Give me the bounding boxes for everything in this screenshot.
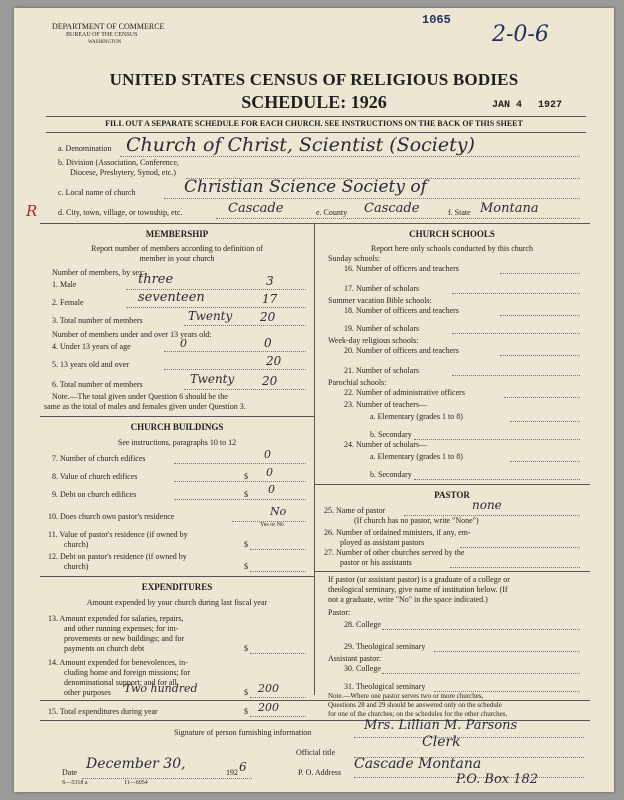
q27-label-2: pastor or his assistants <box>340 558 412 567</box>
city-name: WASHINGTON <box>88 40 122 45</box>
address-value-2: P.O. Box 182 <box>456 772 539 787</box>
department-name: DEPARTMENT OF COMMERCE <box>52 22 165 31</box>
graduate-note-3: not a graduate, write "No" in the space indicated.) <box>328 595 488 604</box>
date-year-prefix: 192 <box>226 768 238 777</box>
q13-line-1: 13. Amount expended for salaries, repairs, <box>48 614 184 623</box>
handwritten-code: 2-0-6 <box>492 22 549 47</box>
pastor-note-1: Note.—Where one pastor serves two or more churches, <box>328 692 484 700</box>
schools-sub: Report here only schools conducted by this church <box>371 244 533 253</box>
q23-label: 23. Number of teachers— <box>344 400 428 409</box>
form-number: S—5318 a <box>62 780 88 786</box>
q25-value: none <box>472 498 502 512</box>
stamp-number: 1065 <box>422 13 451 27</box>
local-name-value: Christian Science Society of <box>184 177 427 197</box>
q27-label-1: 27. Number of other churches served by the <box>324 548 465 557</box>
edifices-value-dollar: $ <box>244 472 248 481</box>
county-label: e. County <box>316 208 348 217</box>
q18-label: 18. Number of officers and teachers <box>344 306 459 315</box>
q29-label: 29. Theological seminary <box>344 642 426 651</box>
pastor-note-3: for one of the churches; on the schedules for the other churches, <box>328 710 508 718</box>
age-heading: Number of members under and over 13 years old: <box>52 330 212 339</box>
q14-line-3: denominational support; and for all <box>64 678 177 687</box>
address-label: P. O. Address <box>298 768 342 777</box>
city-value: Cascade <box>228 201 284 216</box>
denomination-value: Church of Christ, Scientist (Society) <box>126 134 475 156</box>
q24b-label: b. Secondary <box>370 470 412 479</box>
pastor-sub-label: Pastor: <box>328 608 351 617</box>
edifices-value-label: 8. Value of church edifices <box>52 472 138 481</box>
total-members-value: 20 <box>260 310 276 324</box>
male-words: three <box>138 272 174 287</box>
graduate-note-1: If pastor (or assistant pastor) is a graduate of a college or <box>328 575 510 584</box>
q13-line-4: payments on church debt <box>64 644 145 653</box>
edifices-debt-dollar: $ <box>244 490 248 499</box>
under-13-label: 4. Under 13 years of age <box>52 342 131 351</box>
q14-dollar: $ <box>244 688 248 697</box>
q13-dollar: $ <box>244 644 248 653</box>
membership-intro-1: Report number of members according to definition of <box>91 244 263 253</box>
female-words: seventeen <box>138 290 205 305</box>
q28-label: 28. College <box>344 620 381 629</box>
q12-dollar: $ <box>244 562 248 571</box>
date-year-digit: 6 <box>239 760 247 774</box>
q26-label-1: 26. Number of ordained ministers, if any, em- <box>324 528 471 537</box>
membership-note-1: Note.—The total given under Question 6 should be the <box>52 392 228 401</box>
membership-note-2: same as the total of males and females given under Question 3. <box>44 402 246 411</box>
q20-label: 20. Number of officers and teachers <box>344 346 459 355</box>
q12-label-1: 12. Debt on pastor's residence (if owned by <box>48 552 187 561</box>
date-value: December 30, <box>86 756 186 772</box>
schools-heading: CHURCH SCHOOLS <box>409 229 495 239</box>
form-title: UNITED STATES CENSUS OF RELIGIOUS BODIES <box>109 70 519 89</box>
parochial-schools-label: Parochial schools: <box>328 378 387 387</box>
denomination-label: a. Denomination <box>58 144 112 153</box>
census-form-sheet <box>14 8 614 792</box>
official-title-label: Official title <box>296 748 336 757</box>
received-year-stamp: 1927 <box>538 100 563 111</box>
buildings-sub: See instructions, paragraphs 10 to 12 <box>117 438 237 447</box>
q13-line-3: provements or new buildings; and for <box>64 634 185 643</box>
q14-line-2: cluding home and foreign missions; for <box>64 668 190 677</box>
q22-label: 22. Number of administrative officers <box>344 388 465 397</box>
q23b-label: b. Secondary <box>370 430 412 439</box>
q13-line-2: and other running expenses; for im- <box>64 624 179 633</box>
instruction-line: FILL OUT A SEPARATE SCHEDULE FOR EACH CHURCH. SEE INSTRUCTIONS ON THE BACK OF THIS SHEET <box>105 119 523 128</box>
q17-label: 17. Number of scholars <box>344 284 420 293</box>
print-code: 11—6054 <box>124 780 148 786</box>
bureau-name: BUREAU OF THE CENSUS <box>66 32 138 38</box>
official-title-value: Clerk <box>422 734 461 750</box>
expenditures-sub: Amount expended by your church during last fiscal year <box>86 598 268 607</box>
county-value: Cascade <box>364 201 420 216</box>
membership-intro-2: member in your church <box>139 254 215 263</box>
q15-dollar: $ <box>244 707 248 716</box>
q21-label: 21. Number of scholars <box>344 366 420 375</box>
edifices-count-label: 7. Number of church edifices <box>52 454 146 463</box>
summer-schools-label: Summer vacation Bible schools: <box>328 296 432 305</box>
q31-label: 31. Theological seminary <box>344 682 426 691</box>
date-label: Date <box>62 768 78 777</box>
q11-label-2: church) <box>64 540 89 549</box>
q25-label: 25. Name of pastor <box>324 506 386 515</box>
edifices-debt-value: 0 <box>268 483 275 496</box>
q11-label-1: 11. Value of pastor's residence (if owned by <box>48 530 188 539</box>
members-by-sex-label: Number of members, by sex: <box>52 268 146 277</box>
edifices-value-value: 0 <box>266 466 273 479</box>
q24-label: 24. Number of scholars— <box>344 440 428 449</box>
buildings-heading: CHURCH BUILDINGS <box>130 422 224 432</box>
q10-value: No <box>270 505 287 518</box>
total-members-2-words: Twenty <box>190 372 235 386</box>
q23a-label: a. Elementary (grades 1 to 8) <box>370 412 463 421</box>
over-13-value: 20 <box>266 354 282 368</box>
pastor-heading: PASTOR <box>434 490 470 500</box>
division-label-2: Diocese, Presbytery, Synod, etc.) <box>70 168 176 177</box>
q15-label: 15. Total expenditures during year <box>48 707 158 716</box>
schedule-title: SCHEDULE: 1926 <box>241 92 387 112</box>
city-label: d. City, town, village, or township, etc. <box>58 208 183 217</box>
weekday-schools-label: Week-day religious schools: <box>328 336 419 345</box>
state-label: f. State <box>448 208 471 217</box>
over-13-label: 5. 13 years old and over <box>52 360 129 369</box>
red-r-mark: R <box>26 202 38 220</box>
q14-line-4: other purposes <box>64 688 111 697</box>
q15-value: 200 <box>258 701 279 714</box>
sunday-schools-label: Sunday schools: <box>328 254 381 263</box>
q16-label: 16. Number of officers and teachers <box>344 264 459 273</box>
under-13-value: 0 <box>264 336 272 350</box>
division-label-1: b. Division (Association, Conference, <box>58 158 179 167</box>
edifices-count-value: 0 <box>264 448 271 461</box>
q12-label-2: church) <box>64 562 89 571</box>
local-name-label: c. Local name of church <box>58 188 136 197</box>
q10-label: 10. Does church own pastor's residence <box>48 512 175 521</box>
total-members-words: Twenty <box>188 309 233 323</box>
signature-value: Mrs. Lillian M. Parsons <box>364 718 518 733</box>
received-date-stamp: JAN 4 <box>492 100 523 111</box>
state-value: Montana <box>480 201 539 216</box>
address-value: Cascade Montana <box>354 756 482 772</box>
total-members-label: 3. Total number of members <box>52 316 143 325</box>
total-members-2-label: 6. Total number of members <box>52 380 143 389</box>
assistant-pastor-label: Assistant pastor: <box>328 654 382 663</box>
under-13-words: 0 <box>180 337 187 350</box>
q14-line-1: 14. Amount expended for benevolences, in- <box>48 658 188 667</box>
q25-hint: (If church has no pastor, write "None") <box>354 516 479 525</box>
male-value: 3 <box>266 274 274 288</box>
pastor-note-2: Questions 28 and 29 should be answered only on the schedule <box>328 701 502 709</box>
female-label: 2. Female <box>52 298 84 307</box>
q10-hint: Yes or No <box>260 522 285 528</box>
female-value: 17 <box>262 292 278 306</box>
total-members-2-value: 20 <box>262 374 278 388</box>
male-label: 1. Male <box>52 280 77 289</box>
q26-label-2: ployed as assistant pastors <box>340 538 425 547</box>
q19-label: 19. Number of scholars <box>344 324 420 333</box>
q30-label: 30. College <box>344 664 381 673</box>
graduate-note-2: theological seminary, give name of institution below. (If <box>328 585 508 594</box>
membership-heading: MEMBERSHIP <box>145 229 209 239</box>
q14-value: 200 <box>258 682 279 695</box>
signature-label: Signature of person furnishing information <box>174 728 312 737</box>
q11-dollar: $ <box>244 540 248 549</box>
edifices-debt-label: 9. Debt on church edifices <box>52 490 137 499</box>
expenditures-heading: EXPENDITURES <box>141 582 213 592</box>
q14-words: Two hundred <box>124 682 198 695</box>
q24a-label: a. Elementary (grades 1 to 8) <box>370 452 463 461</box>
